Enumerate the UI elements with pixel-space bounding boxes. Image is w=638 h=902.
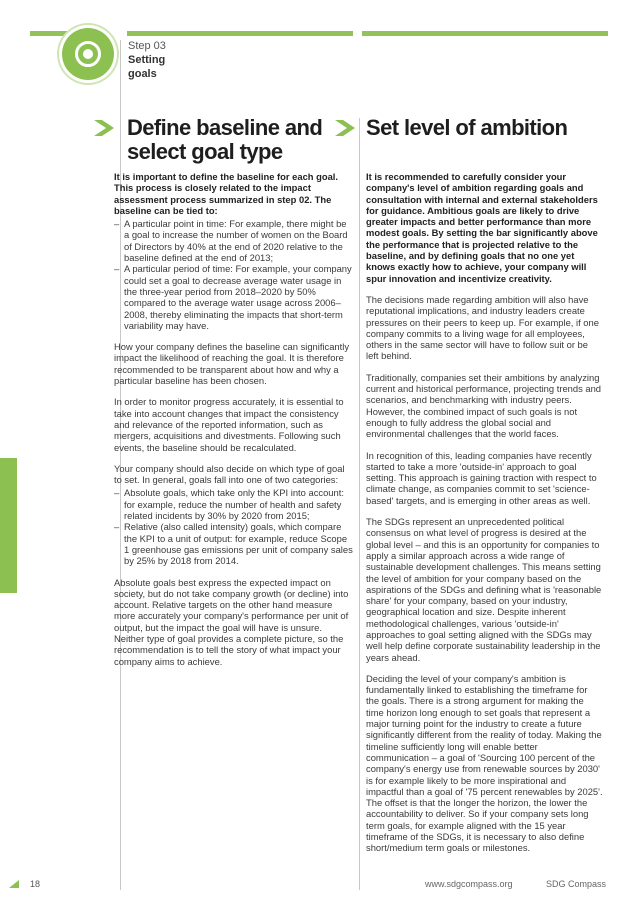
- list-item: – A particular period of time: For example, your company could set a goal to decrease average water usage in the three-year period from 2018–2020 by 50% compared to the average water usage across 2006–2008, thereby eliminating the impacts that short-term variability may have.: [114, 263, 354, 331]
- list-item: – Relative (also called intensity) goals, which compare the KPI to a unit of output: for example, reduce Scope 1 greenhouse gas emissions per unit of company sales by 25% by 2018 from 2014.: [114, 521, 354, 566]
- paragraph: Your company should also decide on which type of goal to set. In general, goals fall into one of two categories:: [114, 462, 345, 486]
- paragraph: Deciding the level of your company's ambition is fundamentally linked to establishing the timeframe for the goals. There is a strong argument for making the time horizon long enough to set goals that represent a major turning point for the industry to create a future significantly different from the reality of today. Making the timeline sufficiently long will enable better communication – a goal of 'Sourcing 100 percent of the company's energy use from renewable sources by 2030' is for example likely to be more inspirational and impactful than a goal of '75 percent renewables by 2025'. The offset is that the longer the horizon, the lower the accountability to deliver. So if your company sets long term goals, for example aligned with the 15 year timeframe of the SDGs, it is necessary to also define short/medium term goals or milestones.: [366, 672, 603, 854]
- target-icon: [62, 28, 114, 80]
- corner-mark-icon: [9, 880, 19, 888]
- baseline-list: [114, 218, 354, 331]
- page-number: 18: [30, 879, 41, 889]
- paragraph: Traditionally, companies set their ambitions by analyzing current and historical performance, projecting trends and scenarios, and benchmarking with industry peers. However, the combined impact of such goals is not enough to fully address the global social and environmental challenges that the world faces.: [366, 371, 602, 440]
- paragraph: How your company defines the baseline can significantly impact the likelihood of reaching the goal. It is therefore recommended to be transparent about how and why a particular baseline has been chosen.: [114, 341, 350, 387]
- list-item: – A particular point in time: For example, there might be a goal to increase the number of women on the Board of Directors by 40% at the end of 2020 relative to the baseline defined at the end of 2013;: [114, 218, 354, 263]
- left-heading: Define baseline and select goal type: [127, 115, 323, 164]
- section-tab: [0, 458, 17, 593]
- column-divider-right: [359, 118, 360, 890]
- header-bar-right: [127, 31, 353, 36]
- paragraph: In recognition of this, leading companies have recently started to take a more 'outside-in' approach to goal setting. This approach is gaining traction with respect to climate change, as companies commit to set 'science-based' targets, and is emerging in other areas as well.: [366, 449, 597, 506]
- right-lead: It is recommended to carefully consider your company's level of ambition regarding goals and consultation with internal and external stakeholders for guidance. Ambitious goals are likely to drive greater impacts and better performance than more modest goals. By setting the bar significantly above the performance that is projected relative to the baseline, and by defining goals that no one yet knows exactly how to achieve, your company will spur innovation and incentivize creativity.: [366, 171, 598, 284]
- paragraph: Absolute goals best express the expected impact on society, but do not take company growth (or decline) into account. Relative targets on the other hand measure more accurately your company's performance per unit of output, but the impact the goal will have is unsure. Neither type of goal provides a complete picture, so the recommendation is to tell the story of what impact your company aims to achieve.: [114, 576, 349, 667]
- goal-type-list: [114, 487, 354, 566]
- target-center: [83, 49, 93, 59]
- header-bar-far-right: [362, 31, 608, 36]
- right-heading: Set level of ambition: [366, 115, 568, 140]
- paragraph: In order to monitor progress accurately, it is essential to take into account changes that impact the consistency and relevance of the reported information, such as mergers, acquisitions and divestments. Following such events, the baseline should be recalculated.: [114, 396, 344, 453]
- step-name: Setting goals: [128, 54, 166, 80]
- list-item: – Absolute goals, which take only the KPI into account: for example, reduce the number of health and safety related incidents by 30% by 2020 from 2015;: [114, 487, 354, 521]
- paragraph: The SDGs represent an unprecedented political consensus on what level of progress is desired at the global level – and this is an opportunity for companies to apply a similar approach across a wide range of sustainable development challenges. This means setting the level of ambition for your company based on the aspirations of the SDGs and defining what is 'reasonable share' for your company, based on your industry, geographical location and size. Despite inherent methodological challenges, various 'outside-in' approaches to goal setting aligned with the SDGs may well help define corporate sustainability leadership in the years ahead.: [366, 516, 602, 663]
- left-lead: It is important to define the baseline for each goal. This process is closely related to the impact assessment process summarized in step 02. The baseline can be tied to:: [114, 171, 338, 216]
- step-number: Step 03: [128, 40, 166, 52]
- chevron-right-icon: [335, 120, 355, 136]
- right-column: [366, 171, 603, 864]
- brand-name: SDG Compass: [546, 879, 607, 889]
- left-column: [114, 171, 354, 677]
- paragraph: The decisions made regarding ambition will also have reputational implications, and industry leaders create pressures on their peers to keep up. For example, if one company commits to a living wage for all employees, others in the same sector will have to follow suit or be left behind.: [366, 293, 599, 362]
- chevron-right-icon: [94, 120, 114, 136]
- website-link[interactable]: www.sdgcompass.org: [425, 879, 513, 889]
